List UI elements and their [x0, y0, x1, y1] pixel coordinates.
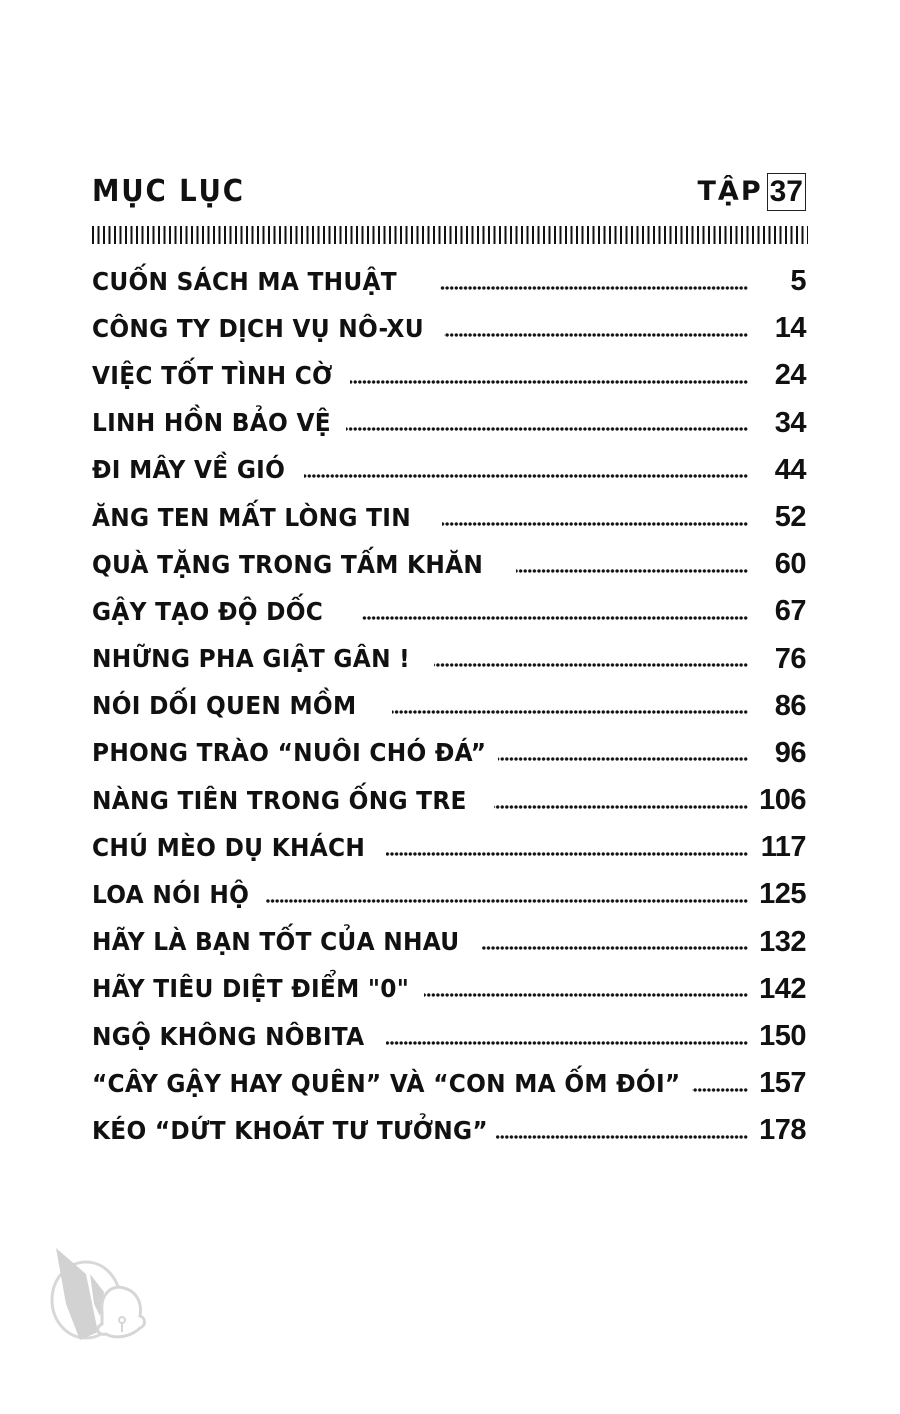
- toc-entry-page-number: 178: [759, 1114, 806, 1147]
- toc-entry-title: NGỘ KHÔNG NÔBITA: [92, 1021, 365, 1051]
- toc-entry-page-number: 44: [774, 453, 806, 486]
- volume-label: TẬP: [697, 176, 763, 207]
- toc-entry-page-number: 60: [774, 548, 806, 581]
- toc-entry: [92, 447, 806, 494]
- toc-entry: [92, 871, 806, 918]
- toc-entry-page-number: 117: [760, 831, 806, 864]
- dot-leader: [442, 521, 748, 527]
- toc-entry: [92, 400, 806, 447]
- toc-entry-title: HÃY LÀ BẠN TỐT CỦA NHAU: [92, 927, 460, 957]
- dot-leader: [362, 615, 748, 621]
- dot-leader: [434, 662, 748, 668]
- toc-entry-title: ĂNG TEN MẤT LÒNG TIN: [92, 502, 411, 532]
- volume-indicator: [698, 172, 806, 212]
- toc-entry-page-number: 86: [774, 689, 806, 722]
- toc-entry: [92, 636, 806, 683]
- dot-leader: [346, 426, 748, 432]
- toc-entry: [92, 1013, 806, 1060]
- dot-leader: [516, 568, 748, 574]
- toc-list: [92, 258, 806, 1155]
- toc-entry: [92, 730, 806, 777]
- toc-entry-title: KÉO “DỨT KHOÁT TƯ TƯỞNG”: [92, 1115, 488, 1145]
- toc-entry-title: GẬY TẠO ĐỘ DỐC: [92, 596, 324, 626]
- toc-entry-title: PHONG TRÀO “NUÔI CHÓ ĐÁ”: [92, 738, 487, 768]
- dot-leader: [692, 1087, 748, 1093]
- toc-entry: [92, 1060, 806, 1107]
- toc-entry-title: CHÚ MÈO DỤ KHÁCH: [92, 832, 366, 862]
- toc-entry-page-number: 52: [774, 500, 806, 533]
- toc-entry-title: LINH HỒN BẢO VỆ: [92, 408, 331, 438]
- toc-entry-title: ĐI MÂY VỀ GIÓ: [92, 455, 286, 485]
- toc-entry: [92, 541, 806, 588]
- dot-leader: [386, 851, 748, 857]
- toc-entry-page-number: 132: [759, 925, 806, 958]
- toc-entry-page-number: 106: [759, 784, 806, 817]
- toc-entry-title: “CÂY GẬY HAY QUÊN” VÀ “CON MA ỐM ĐÓI”: [92, 1068, 681, 1098]
- dot-leader: [424, 992, 748, 998]
- dot-leader: [482, 945, 748, 951]
- toc-entry-page-number: 96: [774, 736, 806, 769]
- dot-leader: [498, 756, 748, 762]
- dot-leader: [392, 709, 748, 715]
- toc-entry-title: CUỐN SÁCH MA THUẬT: [92, 266, 397, 296]
- toc-entry-page-number: 24: [774, 359, 806, 392]
- dot-leader: [350, 379, 748, 385]
- toc-entry-page-number: 157: [759, 1067, 806, 1100]
- toc-entry-title: CÔNG TY DỊCH VỤ NÔ-XU: [92, 313, 424, 343]
- toc-entry: [92, 1107, 806, 1154]
- dot-leader: [496, 1134, 748, 1140]
- toc-header: [92, 170, 806, 214]
- toc-entry-title: NÓI DỐI QUEN MỒM: [92, 691, 357, 721]
- toc-entry-page-number: 76: [774, 642, 806, 675]
- bell-sail-logo-icon: [46, 1244, 156, 1344]
- volume-number-box: 37: [767, 173, 806, 211]
- toc-entry: [92, 919, 806, 966]
- toc-entry: [92, 777, 806, 824]
- toc-entry-title: VIỆC TỐT TÌNH CỜ: [92, 360, 333, 390]
- toc-entry: [92, 588, 806, 635]
- dot-leader: [266, 898, 748, 904]
- dot-leader: [304, 473, 748, 479]
- toc-entry: [92, 683, 806, 730]
- toc-entry: [92, 494, 806, 541]
- page-title: MỤC LỤC: [92, 174, 245, 209]
- toc-entry-page-number: 125: [759, 878, 806, 911]
- toc-entry-title: HÃY TIÊU DIỆT ĐIỂM "0": [92, 974, 410, 1004]
- dot-leader: [494, 804, 748, 810]
- toc-entry-page-number: 14: [774, 312, 806, 345]
- toc-entry: [92, 305, 806, 352]
- dot-leader: [386, 1040, 748, 1046]
- toc-entry-title: NÀNG TIÊN TRONG ỐNG TRE: [92, 785, 467, 815]
- toc-entry: [92, 966, 806, 1013]
- toc-entry: [92, 824, 806, 871]
- toc-entry-page-number: 150: [759, 1020, 806, 1052]
- toc-entry-title: NHỮNG PHA GIẬT GÂN !: [92, 644, 411, 674]
- toc-entry-page-number: 142: [759, 972, 806, 1005]
- dot-leader: [444, 332, 748, 338]
- decorative-tick-divider: [92, 226, 808, 244]
- toc-entry-page-number: 5: [790, 265, 806, 297]
- toc-entry-page-number: 34: [774, 406, 806, 439]
- toc-entry: [92, 352, 806, 399]
- toc-entry-title: LOA NÓI HỘ: [92, 880, 250, 910]
- toc-entry-page-number: 67: [774, 595, 806, 628]
- dot-leader: [440, 285, 748, 291]
- toc-entry: [92, 258, 806, 305]
- toc-entry-title: QUÀ TẶNG TRONG TẤM KHĂN: [92, 549, 484, 579]
